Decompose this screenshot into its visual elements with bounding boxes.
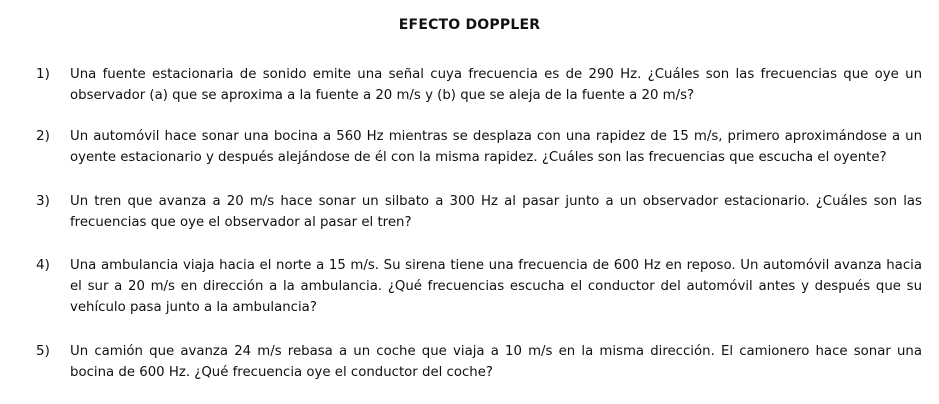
document-title: EFECTO DOPPLER bbox=[398, 17, 541, 33]
problem-text: Un tren que avanza a 20 m/s hace sonar un silbato a 300 Hz al pasar junto a un observador estacionario. ¿Cuáles son las frecuencias que oye el observador al pasar el tren? bbox=[70, 194, 922, 230]
problem-number: 4) bbox=[36, 257, 50, 273]
problem-number: 5) bbox=[36, 343, 50, 359]
problem-item bbox=[36, 255, 922, 318]
problem-item bbox=[36, 126, 922, 168]
problem-number: 2) bbox=[36, 128, 50, 144]
problem-text: Un camión que avanza 24 m/s rebasa a un coche que viaja a 10 m/s en la misma dirección. El camionero hace sonar una bocina de 600 Hz. ¿Qué frecuencia oye el conductor del coche? bbox=[70, 344, 922, 380]
problem-text: Una ambulancia viaja hacia el norte a 15 m/s. Su sirena tiene una frecuencia de 600 Hz en reposo. Un automóvil avanza hacia el sur a 20 m/s en dirección a la ambulancia. ¿Qué frecuencias escucha el conductor del automóvil antes y después que su vehículo pasa junto a la ambulancia? bbox=[70, 258, 922, 315]
problem-item bbox=[36, 64, 922, 106]
problem-number: 1) bbox=[36, 66, 50, 82]
problem-number: 3) bbox=[36, 193, 50, 209]
problem-item bbox=[36, 191, 922, 233]
problem-item bbox=[36, 341, 922, 383]
problem-text: Una fuente estacionaria de sonido emite una señal cuya frecuencia es de 290 Hz. ¿Cuáles son las frecuencias que oye un observador (a) que se aproxima a la fuente a 20 m/s y (b) que se aleja de la fuente a 20 m/s? bbox=[70, 67, 922, 103]
problem-text: Un automóvil hace sonar una bocina a 560 Hz mientras se desplaza con una rapidez de 15 m/s, primero aproximándose a un oyente estacionario y después alejándose de él con la misma rapidez. ¿Cuáles son las frecuencias que escucha el oyente? bbox=[70, 129, 922, 165]
